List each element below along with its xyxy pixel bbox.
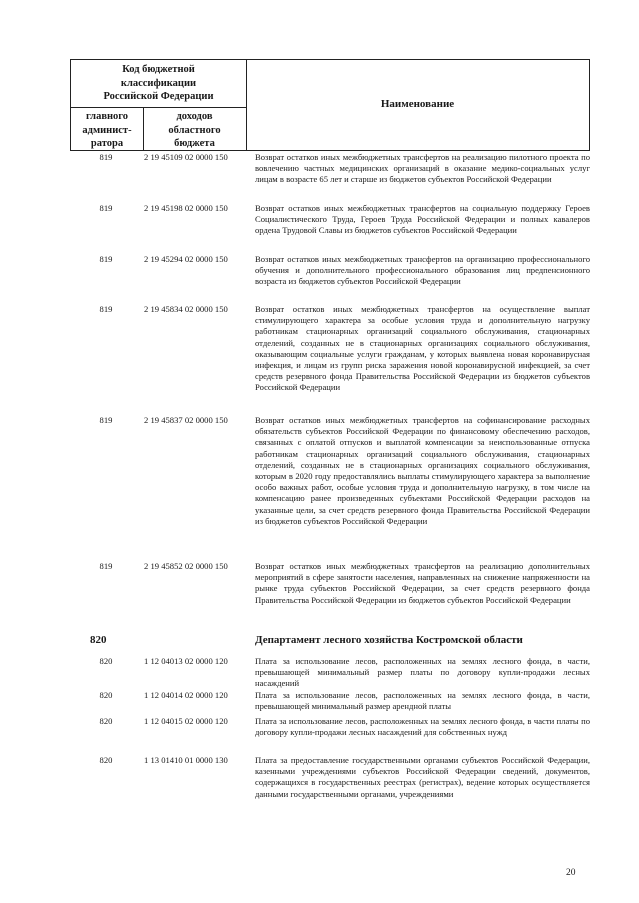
admin-code: 819	[99, 152, 113, 162]
row-description: Плата за предоставление государственными органами субъектов Российской Федерации, казенными учреждениями субъектов Российской Федерации сведений, документов, содержащихся в государственных реестрах (регистрах), ведение которых осуществляется данными государственными органами, учреждениями	[255, 755, 590, 799]
row-description: Возврат остатков иных межбюджетных трансфертов на осуществление выплат стимулирующего характера за особые условия труда и дополнительную нагрузку работникам стационарных организаций социального обслуживания, стационарных отделений, созданных не в стационарных организациях социального обслуживания, оказывающим социальные услуги гражданам, у которых выявлена новая коронавирусная инфекция, и лицам из групп риска заражения новой коронавирусной инфекцией, за счет средств резервного фонда Правительства Российской Федерации из бюджетов субъектов Российской Федерации	[255, 304, 590, 393]
admin-code: 819	[99, 304, 113, 314]
row-description: Плата за использование лесов, расположенных на землях лесного фонда, в части, превышающей минимальный размер платы по договору купли-продажи лесных насаждений	[255, 656, 590, 689]
name-header: Наименование	[380, 98, 455, 110]
income-code: 2 19 45198 02 0000 150	[144, 203, 228, 213]
admin-code: 819	[99, 254, 113, 264]
row-description: Возврат остатков иных межбюджетных трансфертов на реализацию дополнительных мероприятий в сфере занятости населения, направленных на снижение напряженности на рынке труда субъектов Российской Федерации, за счет средств резервного фонда Правительства Российской Федерации из бюджетов субъектов Российской Федерации	[255, 561, 590, 605]
code-classification-header: Код бюджетной классификации Российской Федерации	[103, 64, 214, 102]
row-description: Плата за использование лесов, расположенных на землях лесного фонда, в части платы по договору купли-продажи лесных насаждений для собственных нужд	[255, 716, 590, 738]
income-code: 2 19 45852 02 0000 150	[144, 561, 228, 571]
row-description: Возврат остатков иных межбюджетных трансфертов на софинансирование расходных обязательств субъектов Российской Федерации по финансовому обеспечению расходов, связанных с оплатой отпусков и выплатой компенсации за неиспользованные отпуска работникам стационарных организаций социального обслуживания, стационарных отделений, созданных не в стационарных организациях социального обслуживания, которым в 2020 году предоставлялись выплаты стимулирующего характера за выполнение особо важных работ, особые условия труда и дополнительную нагрузку, в том числе на компенсацию ранее произведенных субъектами Российской Федерации расходов на указанные цели, за счет средств резервного фонда Правительства Российской Федерации из бюджетов субъектов Российской Федерации	[255, 415, 590, 526]
income-code: 1 12 04015 02 0000 120	[144, 716, 228, 726]
row-description: Плата за использование лесов, расположенных на землях лесного фонда, в части, превышающей минимальный размер арендной платы	[255, 690, 590, 712]
admin-code: 819	[99, 415, 113, 425]
income-code: 1 12 04014 02 0000 120	[144, 690, 228, 700]
income-code: 1 13 01410 01 0000 130	[144, 755, 228, 765]
admin-code: 819	[99, 561, 113, 571]
department-admin-code: 820	[90, 634, 107, 646]
income-code: 2 19 45837 02 0000 150	[144, 415, 228, 425]
budget-income-header: доходов областного бюджета	[168, 111, 221, 149]
income-code: 1 12 04013 02 0000 120	[144, 656, 228, 666]
income-code: 2 19 45109 02 0000 150	[144, 152, 228, 162]
admin-code: 819	[99, 203, 113, 213]
admin-code: 820	[99, 755, 113, 765]
row-description: Возврат остатков иных межбюджетных трансфертов на организацию профессионального обучения и дополнительного профессионального образования лиц предпенсионного возраста из бюджетов субъектов Российской Федерации	[255, 254, 590, 287]
page-number: 20	[566, 868, 576, 878]
income-code: 2 19 45294 02 0000 150	[144, 254, 228, 264]
row-description: Возврат остатков иных межбюджетных трансфертов на реализацию пилотного проекта по вовлечению частных медицинских организаций в оказание медико-социальных услуг лицам в возрасте 65 лет и старше из бюджетов субъектов Российской Федерации	[255, 152, 590, 185]
income-code: 2 19 45834 02 0000 150	[144, 304, 228, 314]
chief-admin-header: главного админист- ратора	[82, 111, 132, 149]
department-name: Департамент лесного хозяйства Костромской области	[255, 634, 523, 646]
admin-code: 820	[99, 690, 113, 700]
admin-code: 820	[99, 716, 113, 726]
row-description: Возврат остатков иных межбюджетных трансфертов на социальную поддержку Героев Социалистического Труда, Героев Труда Российской Федерации и полных кавалеров ордена Трудовой Славы из бюджетов субъектов Российской Федерации	[255, 203, 590, 236]
admin-code: 820	[99, 656, 113, 666]
table-header	[70, 59, 590, 151]
